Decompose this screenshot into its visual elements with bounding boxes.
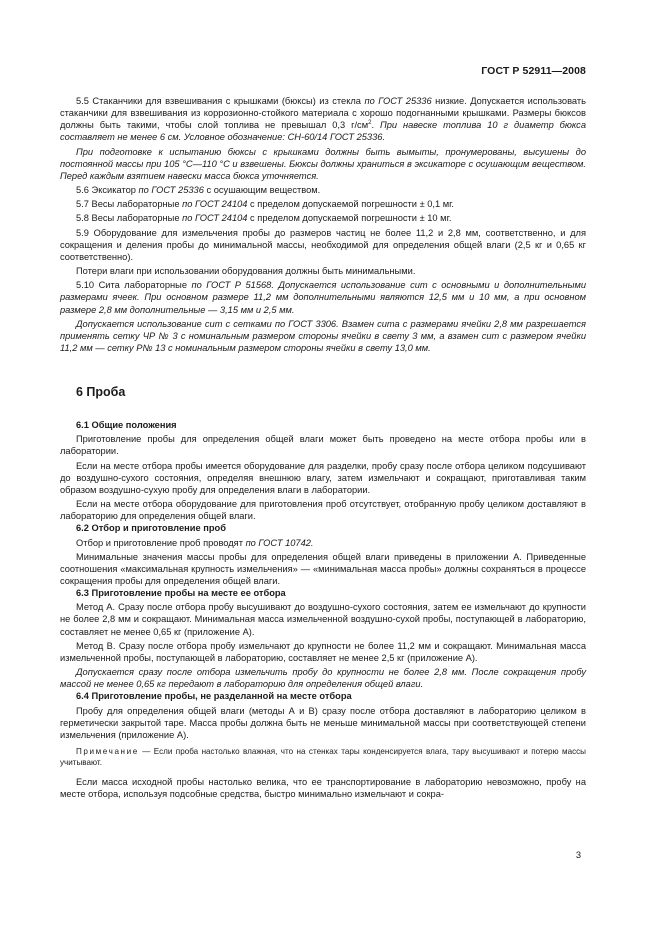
- subsection-6-3-heading: 6.3 Приготовление пробы на месте ее отбора: [76, 588, 286, 599]
- section-6-heading: 6 Проба: [76, 385, 126, 400]
- paragraph-6-3-allowed: Допускается сразу после отбора измельчить пробу до крупности не более 2,8 мм. После сокращения пробу массой не менее 0,65 кг передают в лабораторию для определения общей влаги.: [60, 667, 586, 690]
- paragraph-6-2-b: Минимальные значения массы пробы для определения общей влаги приведены в приложении А. Приведенные соотношения «максимальная крупность измельчения» — «минимальная масса пробы» должны сохраняться в процессе сокращения пробы для определения общей влаги.: [60, 551, 586, 586]
- subsection-6-2-heading: 6.2 Отбор и приготовление проб: [76, 523, 226, 534]
- paragraph-6-1-a: Приготовление пробы для определения общей влаги может быть проведено на месте отбора пробы или в лаборатории.: [60, 434, 586, 457]
- paragraph-6-3-method-a: Метод А. Сразу после отбора пробу высушивают до воздушно-сухого состояния, затем ее измельчают до крупности не более 2,8 мм и сокращают. Минимальная масса измельченной воздушно-сухой пробы, поступающей в лабораторию, составляет не менее 0,65 кг (приложение А).: [60, 602, 586, 637]
- paragraph-5-7: 5.7 Весы лабораторные по ГОСТ 24104 с пределом допускаемой погрешности ± 0,1 мг.: [76, 199, 454, 210]
- paragraph-5-10: 5.10 Сита лабораторные по ГОСТ Р 51568. Допускается использование сит с основными и дополнительными размерами ячеек. При основном размере 11,2 мм дополнительными являются 12,5 мм и 10 мм, а при основном размере 2,8 мм дополнительные — 3,15 мм и 2,5 мм.: [60, 280, 586, 315]
- paragraph-5-6: 5.6 Эксикатор по ГОСТ 25336 с осушающим веществом.: [76, 185, 321, 196]
- paragraph-5-5-prep: При подготовке к испытанию бюксы с крышками должны быть вымыты, пронумерованы, высушены до постоянной массы при 105 °С—110 °С и взвешены. Бюксы должны храниться в эксикаторе с осушающим веществом. Перед каждым взятием навески масса бюкса уточняется.: [60, 146, 586, 181]
- subsection-6-1-heading: 6.1 Общие положения: [76, 420, 177, 431]
- paragraph-5-10-mesh: Допускается использование сит с сетками по ГОСТ 3306. Взамен сита с размерами ячейки 2,8 мм разрешается применять сетку ЧР № 3 с номинальным размером стороны ячейки в свету 3 мм, а взамен сит с размером ячейки 11,2 мм — сетку Р№ 13 с номинальным размером стороны ячейки в свету 13,0 мм.: [60, 318, 586, 353]
- paragraph-5-5: 5.5 Стаканчики для взвешивания с крышками (бюксы) из стекла по ГОСТ 25336 низкие. Допускается использовать стаканчики для взвешивания из коррозионно-стойкого материала с хорошо подогнанными крышками. Размеры бюксов должны быть такими, чтобы слой топлива не превышал 0,3 $г/см^2$. При навеске топлива 10 г диаметр бюкса составляет не менее 6 см. Условное обозначение: СН-60/14 ГОСТ 25336.: [60, 96, 587, 143]
- paragraph-6-3-method-b: Метод В. Сразу после отбора пробу измельчают до крупности не более 11,2 мм и сокращают. Минимальная масса измельченной пробы, поступающей в лабораторию, составляет не менее 2,5 кг (приложение А).: [60, 640, 586, 663]
- note-text: — Если проба настолько влажная, что на стенках тары конденсируется влага, тару высушивают и потерю массы учитывают.: [60, 747, 586, 768]
- paragraph-6-4-a: Пробу для определения общей влаги (методы А и В) сразу после отбора доставляют в лабораторию целиком в герметически закрытой таре. Масса пробы должна быть не меньше минимальной массы при соответствующей степени измельчения (приложение А).: [60, 705, 586, 740]
- paragraph-6-1-b: Если на месте отбора пробы имеется оборудование для разделки, пробу сразу после отбора целиком подсушивают до воздушно-сухого состояния, определяя внешнюю влагу, затем измельчают и сокращают, приготавливая таким образом воздушно-сухую пробу для определения влаги в лаборатории.: [60, 460, 586, 495]
- paragraph-6-2-a: Отбор и приготовление проб проводят по ГОСТ 10742.: [76, 537, 314, 548]
- note-label: Примечание: [76, 747, 139, 757]
- subsection-6-4-heading: 6.4 Приготовление пробы, не разделанной на месте отбора: [76, 691, 352, 702]
- document-number: ГОСТ Р 52911—2008: [481, 65, 586, 77]
- page-body: [60, 95, 586, 800]
- paragraph-5-9: 5.9 Оборудование для измельчения пробы до размеров частиц не более 11,2 и 2,8 мм, соответственно, и для сокращения и деления пробы до минимальной массы, необходимой для определения общей влаги (2,5 кг и 0,65 кг соответственно).: [60, 227, 586, 262]
- paragraph-6-1-c: Если на месте отбора оборудование для приготовления проб отсутствует, отобранную пробу целиком доставляют в лабораторию для определения общей влаги.: [60, 499, 586, 522]
- paragraph-5-8: 5.8 Весы лабораторные по ГОСТ 24104 с пределом допускаемой погрешности ± 10 мг.: [76, 213, 452, 224]
- page-number: 3: [575, 850, 581, 860]
- note: [60, 746, 586, 768]
- paragraph-5-9-losses: Потери влаги при использовании оборудования должны быть минимальными.: [76, 266, 416, 277]
- paragraph-6-4-b: Если масса исходной пробы настолько велика, что ее транспортирование в лабораторию невозможно, пробу на месте отбора, используя подсобные средства, быстро минимально измельчают и сокра-: [60, 777, 586, 800]
